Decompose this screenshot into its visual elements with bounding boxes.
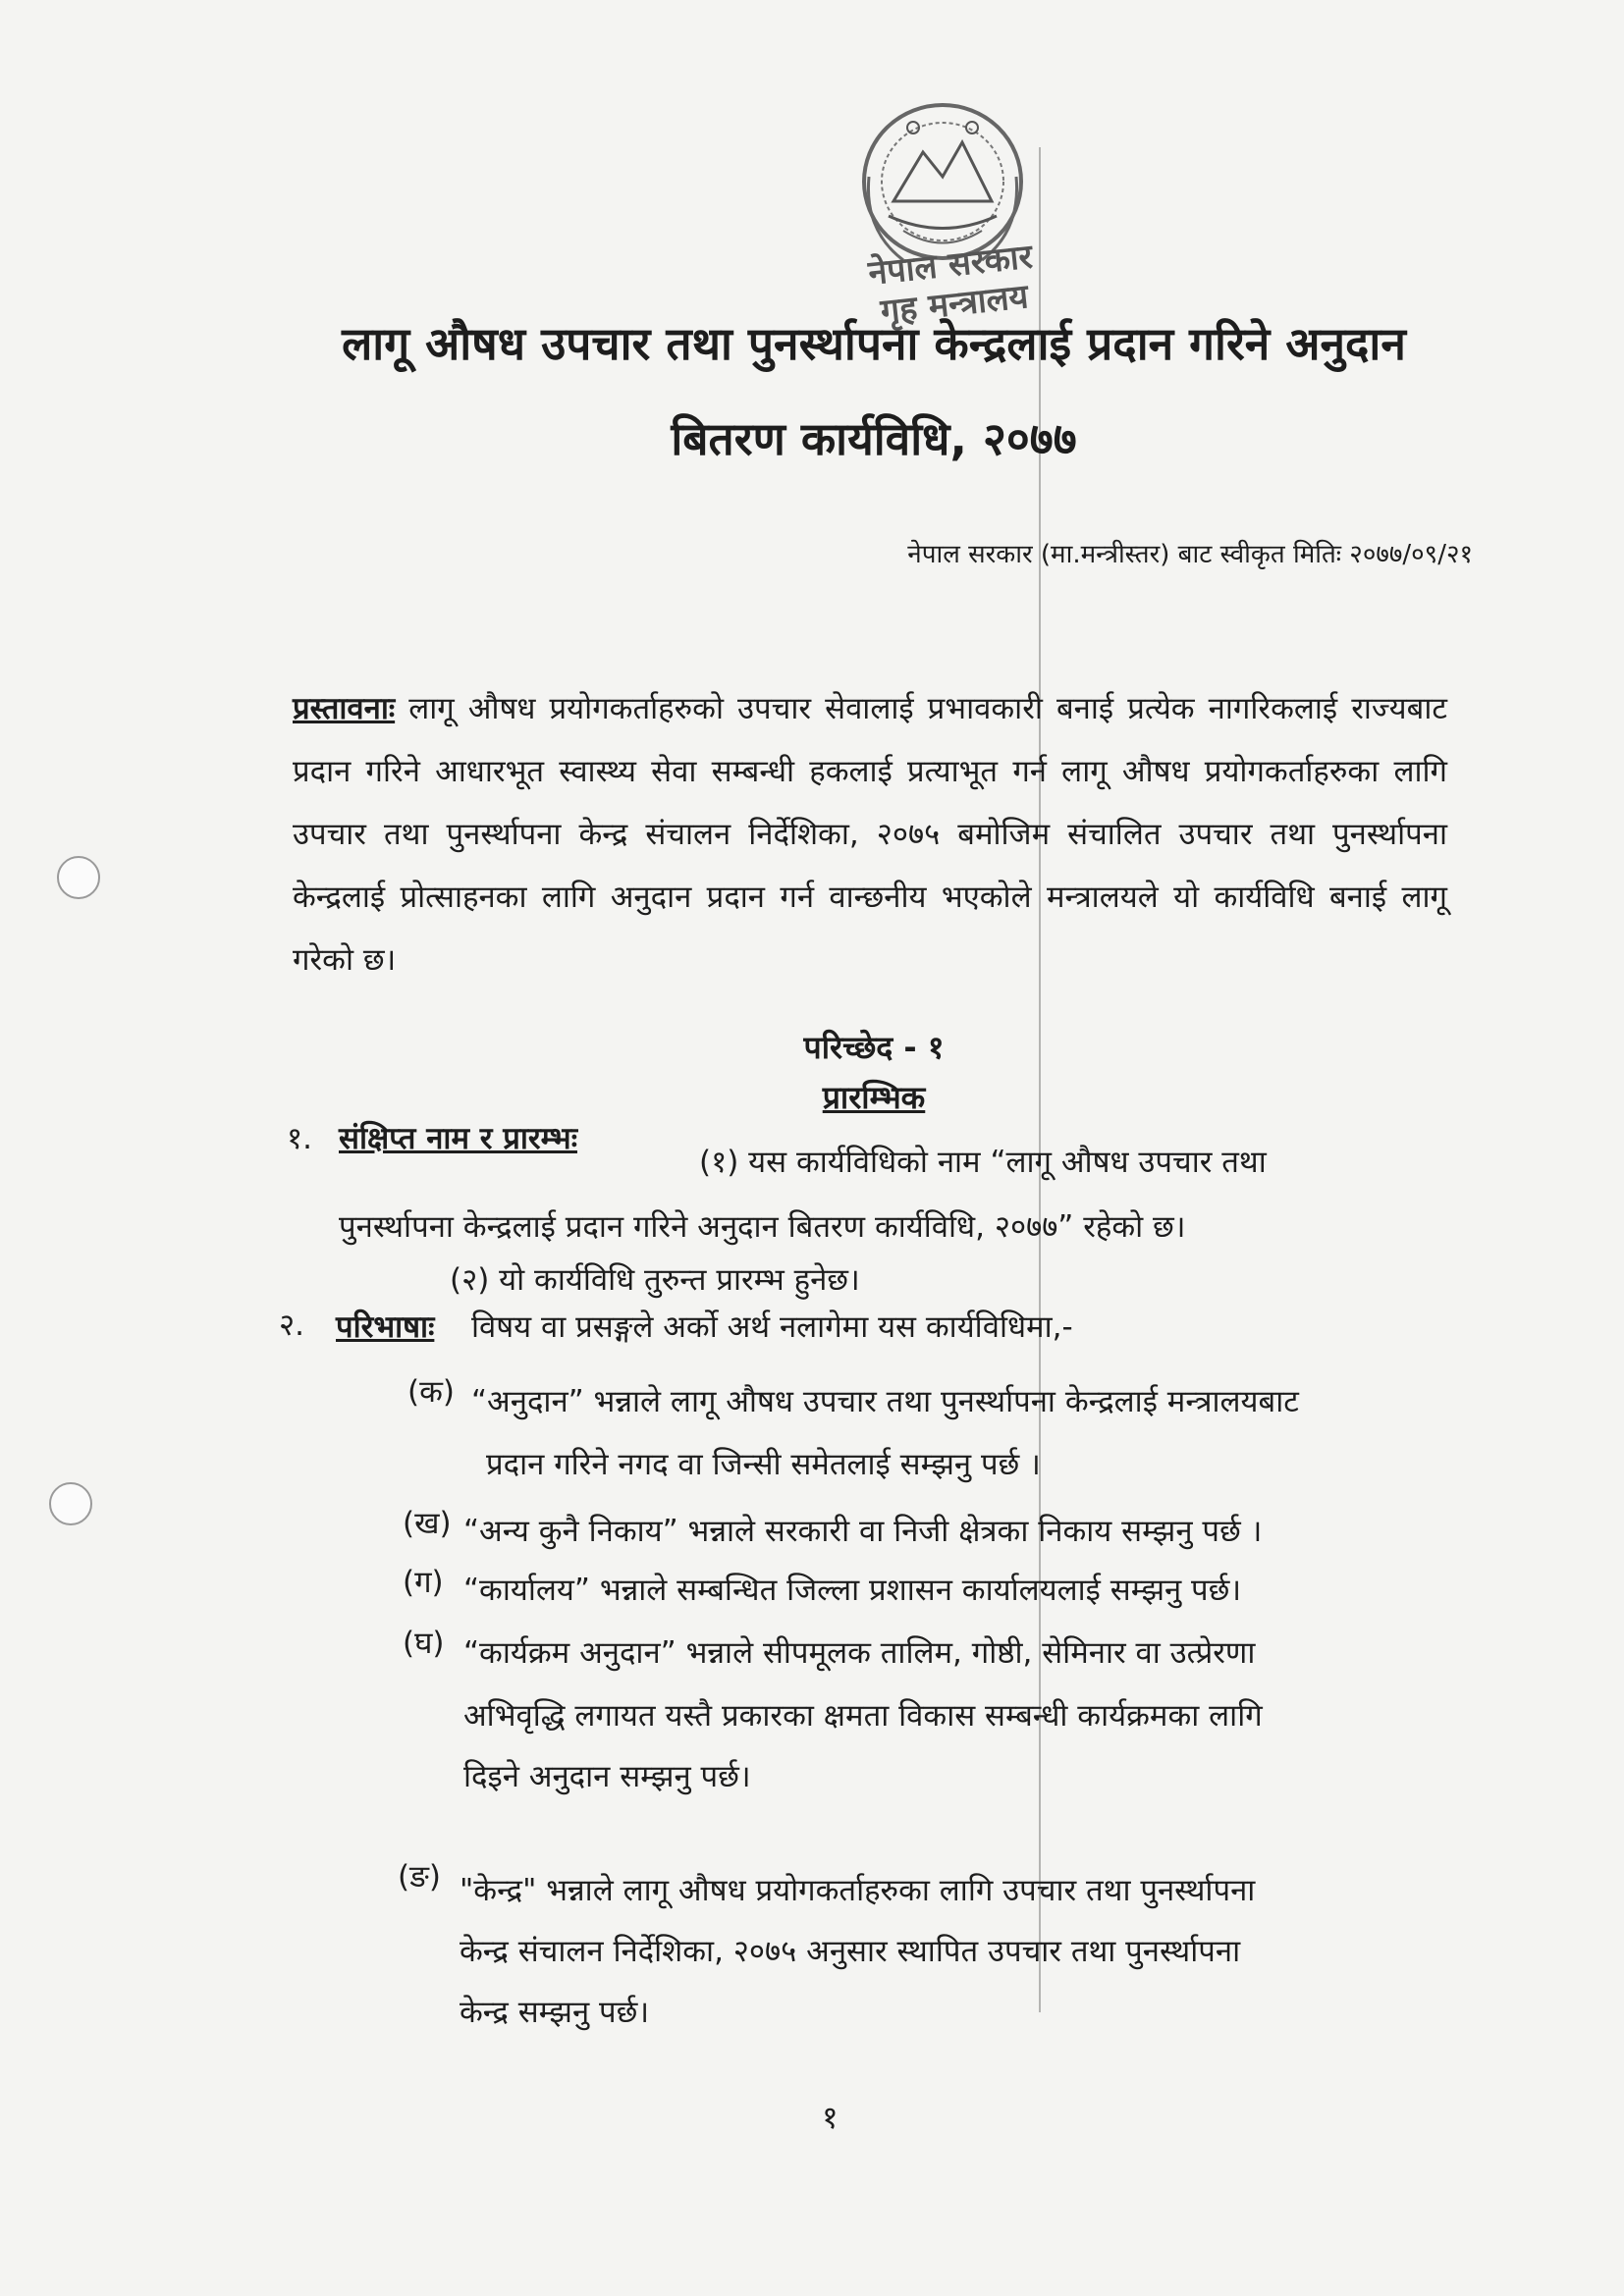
definition-kha-marker: (ख) <box>403 1506 452 1541</box>
section-2-intro: विषय वा प्रसङ्गले अर्को अर्थ नलागेमा यस कार्यविधिमा,- <box>471 1309 1073 1345</box>
definition-kha-line-1: “अन्य कुनै निकाय” भन्नाले सरकारी वा निजी क्षेत्रका निकाय सम्झनु पर्छ । <box>463 1514 1263 1549</box>
approval-date-line: नेपाल सरकार (मा.मन्त्रीस्तर) बाट स्वीकृत मितिः २०७७/०९/२१ <box>907 540 1473 569</box>
punch-hole-lower <box>49 1482 92 1525</box>
section-1-title <box>339 1117 577 1158</box>
definition-ka-line-1: “अनुदान” भन्नाले लागू औषध उपचार तथा पुनर्स्थापना केन्द्रलाई मन्त्रालयबाट <box>471 1384 1299 1419</box>
definition-ga-marker: (ग) <box>403 1565 444 1600</box>
section-1-sub-2: (२) यो कार्यविधि तुरुन्त प्रारम्भ हुनेछ। <box>450 1262 860 1298</box>
definition-ka-marker: (क) <box>407 1374 455 1410</box>
definition-gha-marker: (घ) <box>403 1626 445 1661</box>
section-1-number: १. <box>287 1121 312 1156</box>
section-2-number: २. <box>279 1308 304 1343</box>
punch-hole-upper <box>57 856 100 899</box>
page-number: १ <box>822 2099 839 2136</box>
chapter-label: परिच्छेद - १ <box>803 1029 945 1066</box>
preamble-text: लागू औषध प्रयोगकर्ताहरुको उपचार सेवालाई प्रभावकारी बनाई प्रत्येक नागरिकलाई राज्यबाट प्रदान गरिने आधारभूत स्वास्थ्य सेवा सम्बन्धी हकलाई प्रत्याभूत गर्न लागू औषध प्रयोगकर्ताहरुका लागि उपचार तथा पुनर्स्थापना केन्द्र संचालन निर्देशिका, २०७५ बमोजिम संचालित उपचार तथा पुनर्स्थापना केन्द्रलाई प्रोत्साहनका लागि अनुदान प्रदान गर्न वान्छनीय भएकोले मन्त्रालयले यो कार्यविधि बनाई लागू गरेको छ। <box>293 691 1447 978</box>
definition-nga-line-1: "केन्द्र" भन्नाले लागू औषध प्रयोगकर्ताहरुका लागि उपचार तथा पुनर्स्थापना <box>460 1873 1256 1908</box>
definition-ka-line-2: प्रदान गरिने नगद वा जिन्सी समेतलाई सम्झनु पर्छ । <box>486 1447 1041 1482</box>
definition-nga-marker: (ङ) <box>398 1859 441 1895</box>
definition-nga-line-3: केन्द्र सम्झनु पर्छ। <box>460 1995 650 2030</box>
section-1-title-text: संक्षिप्त नाम र प्रारम्भः <box>339 1121 577 1156</box>
chapter-heading: प्रारम्भिक <box>822 1079 926 1116</box>
stamp-line-1: नेपाल सरकार <box>866 237 1035 294</box>
document-title-line-2: बितरण कार्यविधि, २०७७ <box>671 412 1077 465</box>
definition-nga-line-2: केन्द्र संचालन निर्देशिका, २०७५ अनुसार स्थापित उपचार तथा पुनर्स्थापना <box>460 1934 1241 1969</box>
section-1-line-2: पुनर्स्थापना केन्द्रलाई प्रदान गरिने अनुदान बितरण कार्यविधि, २०७७” रहेको छ। <box>339 1209 1186 1245</box>
definition-ga-line-1: “कार्यालय” भन्नाले सम्बन्धित जिल्ला प्रशासन कार्यालयलाई सम्झनु पर्छ। <box>463 1573 1242 1608</box>
definition-gha-line-3: दिइने अनुदान सम्झनु पर्छ। <box>463 1759 751 1794</box>
definition-gha-line-1: “कार्यक्रम अनुदान” भन्नाले सीपमूलक तालिम, गोष्ठी, सेमिनार वा उत्प्रेरणा <box>463 1635 1256 1671</box>
definition-gha-line-2: अभिवृद्धि लगायत यस्तै प्रकारका क्षमता विकास सम्बन्धी कार्यक्रमका लागि <box>463 1698 1263 1734</box>
document-title-line-1: लागू औषध उपचार तथा पुनर्स्थापना केन्द्रलाई प्रदान गरिने अनुदान <box>342 317 1406 370</box>
section-1-line-1: (१) यस कार्यविधिको नाम “लागू औषध उपचार तथा <box>699 1145 1267 1180</box>
stamp-line-2: गृह मन्त्रालय <box>879 277 1031 332</box>
preamble-paragraph <box>293 677 1447 991</box>
section-2-title <box>336 1306 434 1347</box>
section-2-title-text: परिभाषाः <box>336 1309 435 1345</box>
preamble-label: प्रस्तावनाः <box>293 691 396 726</box>
